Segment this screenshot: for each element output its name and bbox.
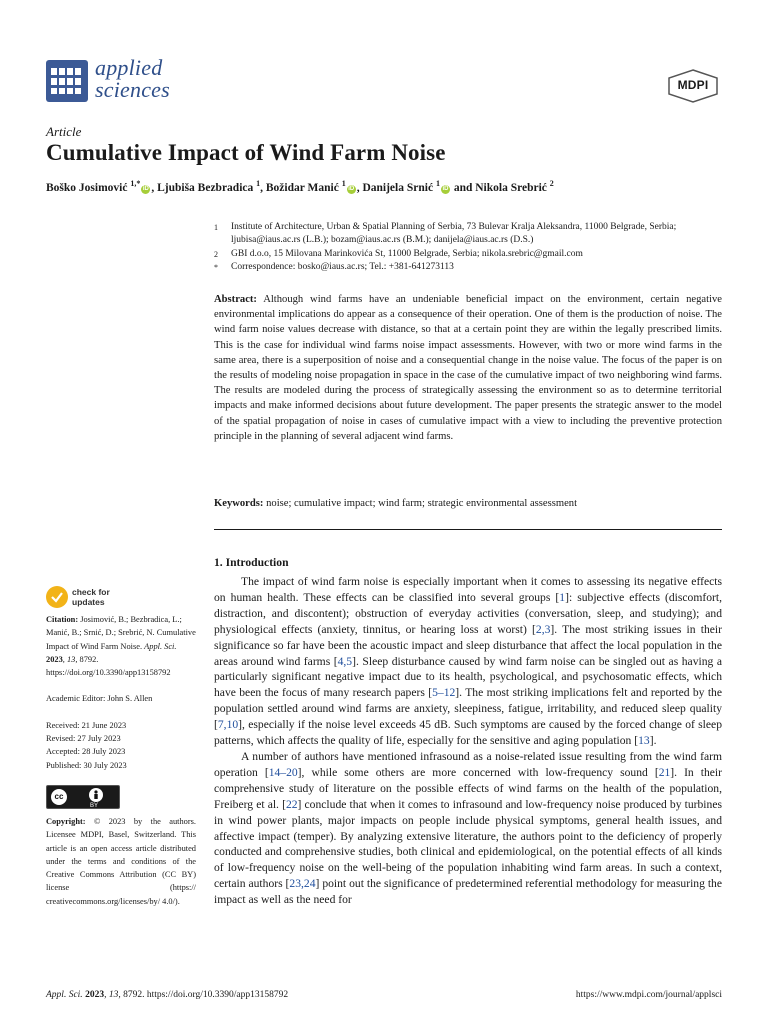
- publisher-name: MDPI: [677, 78, 709, 92]
- affiliation-item: [214, 221, 734, 248]
- author-list: Boško Josimović $^{1,*}$iD , Ljubiša Bezbradica $^1$, Božidar Manić $^1$iD , Danijela Srnić $^1$iD and Nikola Srebrić $^2$: [46, 179, 554, 194]
- author-affiliation-mark: 1: [256, 179, 261, 188]
- paragraph: [214, 574, 722, 749]
- check-updates-label: check for: [72, 587, 110, 597]
- paragraph-text: ]. In their comprehensive study of literature on the possible effects of wind farms on the health of the population, Freiberg et al. [: [214, 765, 723, 811]
- author-name: Nikola Srebrić: [475, 181, 550, 194]
- article-info-sidebar: [46, 613, 196, 908]
- paragraph-text: ], especially if the noise level exceeds 45 dB. Such symptoms are caused by the forced change of sleep patterns, which affects the quality of life, especially for the sensitive and aging population [: [214, 718, 722, 748]
- citation-link[interactable]: 7,10: [217, 718, 239, 732]
- paragraph-text: ]. Sleep disturbance caused by wind farm noise can be singled out as having a particularly significant negative impact due to its health, psychological, and psychosomatic effects, which have been the focus of many research papers [: [214, 654, 722, 700]
- citation-link[interactable]: 2,3: [535, 622, 551, 636]
- affiliation-item: [214, 248, 734, 261]
- citation-link[interactable]: 21: [658, 765, 671, 779]
- body-text: [214, 574, 722, 908]
- section-heading: 1. Introduction: [214, 556, 289, 569]
- abstract: [214, 292, 722, 444]
- paragraph-text: The impact of wind farm noise is especially important when it comes to assessing its negative effects on human health. These effects can be classified into several groups [: [214, 575, 722, 604]
- citation-link[interactable]: 13: [638, 734, 650, 748]
- author-affiliation-mark: 2: [549, 179, 554, 188]
- paragraph-text: ].: [649, 734, 657, 748]
- paragraph-text: ], while some others are more concerned with low-frequency sound [: [297, 765, 659, 779]
- author-affiliation-mark: 1: [435, 179, 440, 188]
- accepted-date: Accepted: 28 July 2023: [46, 747, 126, 757]
- revised-date: Revised: 27 July 2023: [46, 734, 121, 744]
- published-date: Published: 30 July 2023: [46, 760, 127, 770]
- keywords: [214, 496, 722, 511]
- academic-editor: Academic Editor: John S. Allen: [46, 694, 153, 704]
- footer-journal-url[interactable]: https://www.mdpi.com/journal/applsci: [575, 990, 722, 1000]
- citation: Citation: Josimović, B.; Bezbradica, L.; Manić, B.; Srnić, D.; Srebrić, N. Cumulative Impact of Wind Farm Noise. Appl. Sci. 2023, 13, 8792. https://doi.org/10.3390/app13158792: [46, 615, 196, 678]
- affiliation-text: Institute of Architecture, Urban & Spatial Planning of Serbia, 73 Bulevar Kralja Aleksandra, 11000 Belgrade, Serbia; ljubisa@iaus.ac.rs (L.B.); bozam@iaus.ac.rs (B.M.); danijela@iaus.ac.rs (D.S.): [231, 222, 677, 246]
- journal-name: applied sciences: [95, 55, 170, 102]
- author-affiliation-mark: 1,*: [130, 179, 141, 188]
- keywords-text: noise; cumulative impact; wind farm; strategic environmental assessment: [266, 498, 578, 509]
- applied-sciences-logo-icon: [46, 60, 88, 102]
- affiliation-text: Correspondence: bosko@iaus.ac.rs; Tel.: +381-641273113: [231, 262, 454, 273]
- author-name: Ljubiša Bezbradica: [157, 181, 257, 194]
- citation-link[interactable]: 4,5: [337, 654, 353, 668]
- paragraph-text: ]. The most striking issues in their significance so far have been the acoustic impact and sleep disturbance that affect the local population in the areas around wind farms [: [214, 622, 722, 668]
- orcid-icon[interactable]: iD: [442, 185, 449, 192]
- article-title: Cumulative Impact of Wind Farm Noise: [46, 140, 446, 165]
- keywords-label: Keywords:: [214, 498, 264, 509]
- paragraph-text: ] conclude that when it comes to infrasound and low-frequency noise produced by turbines in wind power plants, major impacts on people include physical symptoms, general health issues, and affective impact (temper). By analyzing extensive literature, the authors point to the deficiency of properly conducted and comprehensive studies, both clinical and epidemiological, on the potential effects of all kinds of low-frequency noise on the well-being of the population inhabiting wind farm areas. In such a context, certain authors [: [214, 797, 722, 891]
- cc-by-license-link[interactable]: cc BY: [46, 785, 120, 809]
- citation-link[interactable]: 1: [559, 590, 566, 604]
- citation-link[interactable]: 22: [285, 797, 298, 811]
- paragraph-text: A number of authors have mentioned infrasound as a noise-related issue resulting from the wind farm operation [: [214, 749, 722, 779]
- check-updates-label-2: updates: [72, 597, 105, 607]
- affiliation-mark: 1: [214, 223, 218, 232]
- creative-commons-icon: cc: [51, 789, 67, 805]
- orcid-icon[interactable]: iD: [142, 185, 149, 192]
- footer-citation: Appl. Sci. 2023, 13, 8792. https://doi.org/10.3390/app13158792: [46, 990, 289, 1000]
- citation-link[interactable]: 5–12: [432, 686, 456, 700]
- affiliation-item: [214, 261, 734, 274]
- citation-link[interactable]: 14–20: [268, 765, 298, 779]
- divider: [214, 529, 722, 530]
- affiliation-text: GBI d.o.o, 15 Milovana Marinkovića St, 11000 Belgrade, Serbia; nikola.srebric@gmail.com: [231, 248, 583, 259]
- received-date: Received: 21 June 2023: [46, 720, 127, 730]
- paragraph-text: ] point out the significance of predetermined referential methodology for measuring the impact as well as the need for: [214, 877, 722, 907]
- paragraph-text: ]. The most striking implications felt and reported by the population settled around wind farms are anxiety, sleepiness, fatigue, irritability, and reduced sleep quality [: [214, 686, 722, 732]
- article-type: Article: [46, 124, 82, 139]
- check-updates-icon: [46, 586, 68, 608]
- paragraph: [214, 749, 722, 908]
- author-name: Danijela Srnić: [362, 181, 436, 194]
- paragraph-text: ]: subjective effects (discomfort, distraction, and discontent); obstruction of everyday activities (conversation, sleep, and studying); and physiological effects (anxiety, tinnitus, or hearing loss at worst) [: [214, 590, 723, 636]
- abstract-text: Although wind farms have an undeniable beneficial impact on the environment, certain negative environmental implications do appear as a consequence of their operation. One of them is the production of noise. The wind farm noise values decrease with distance, so that at a certain point they are within the legally prescribed limits. This is the case for individual wind farms noise impact assessments. However, with two or more wind farms in the same area, there is a superposition of noise and a consequential change in the noise value. The focus of the paper is on the results of modeling noise propagation in space in the case of the cumulative impact of two neighboring wind farms. The results are modeled during the process of strategically assessing the environment so as to determine territorial impacts and make informed decisions about future development. The paper presents the strategic answer to the model of the spatial propagation of noise in cases of cumulative impact with a view to including the preventive protection principle in the planning of several adjacent wind farms.: [214, 294, 722, 442]
- citation-link[interactable]: 23,24: [289, 877, 316, 891]
- affiliations: [214, 221, 734, 275]
- publisher-logo: [665, 68, 721, 104]
- copyright-notice: Copyright: © 2023 by the authors. Licensee MDPI, Basel, Switzerland. This article is an open access article distributed under the terms and conditions of the Creative Commons Attribution (CC BY) license (https:// creativecommons.org/licenses/by/ 4.0/).: [46, 816, 197, 906]
- author-name: Božidar Manić: [265, 181, 342, 194]
- check-for-updates-button[interactable]: [46, 586, 136, 610]
- abstract-label: Abstract:: [214, 294, 257, 305]
- author-name: Boško Josimović: [46, 181, 131, 194]
- affiliation-mark: 2: [214, 249, 218, 259]
- affiliation-mark: *: [214, 263, 218, 273]
- author-affiliation-mark: 1: [341, 179, 346, 188]
- orcid-icon[interactable]: iD: [348, 185, 355, 192]
